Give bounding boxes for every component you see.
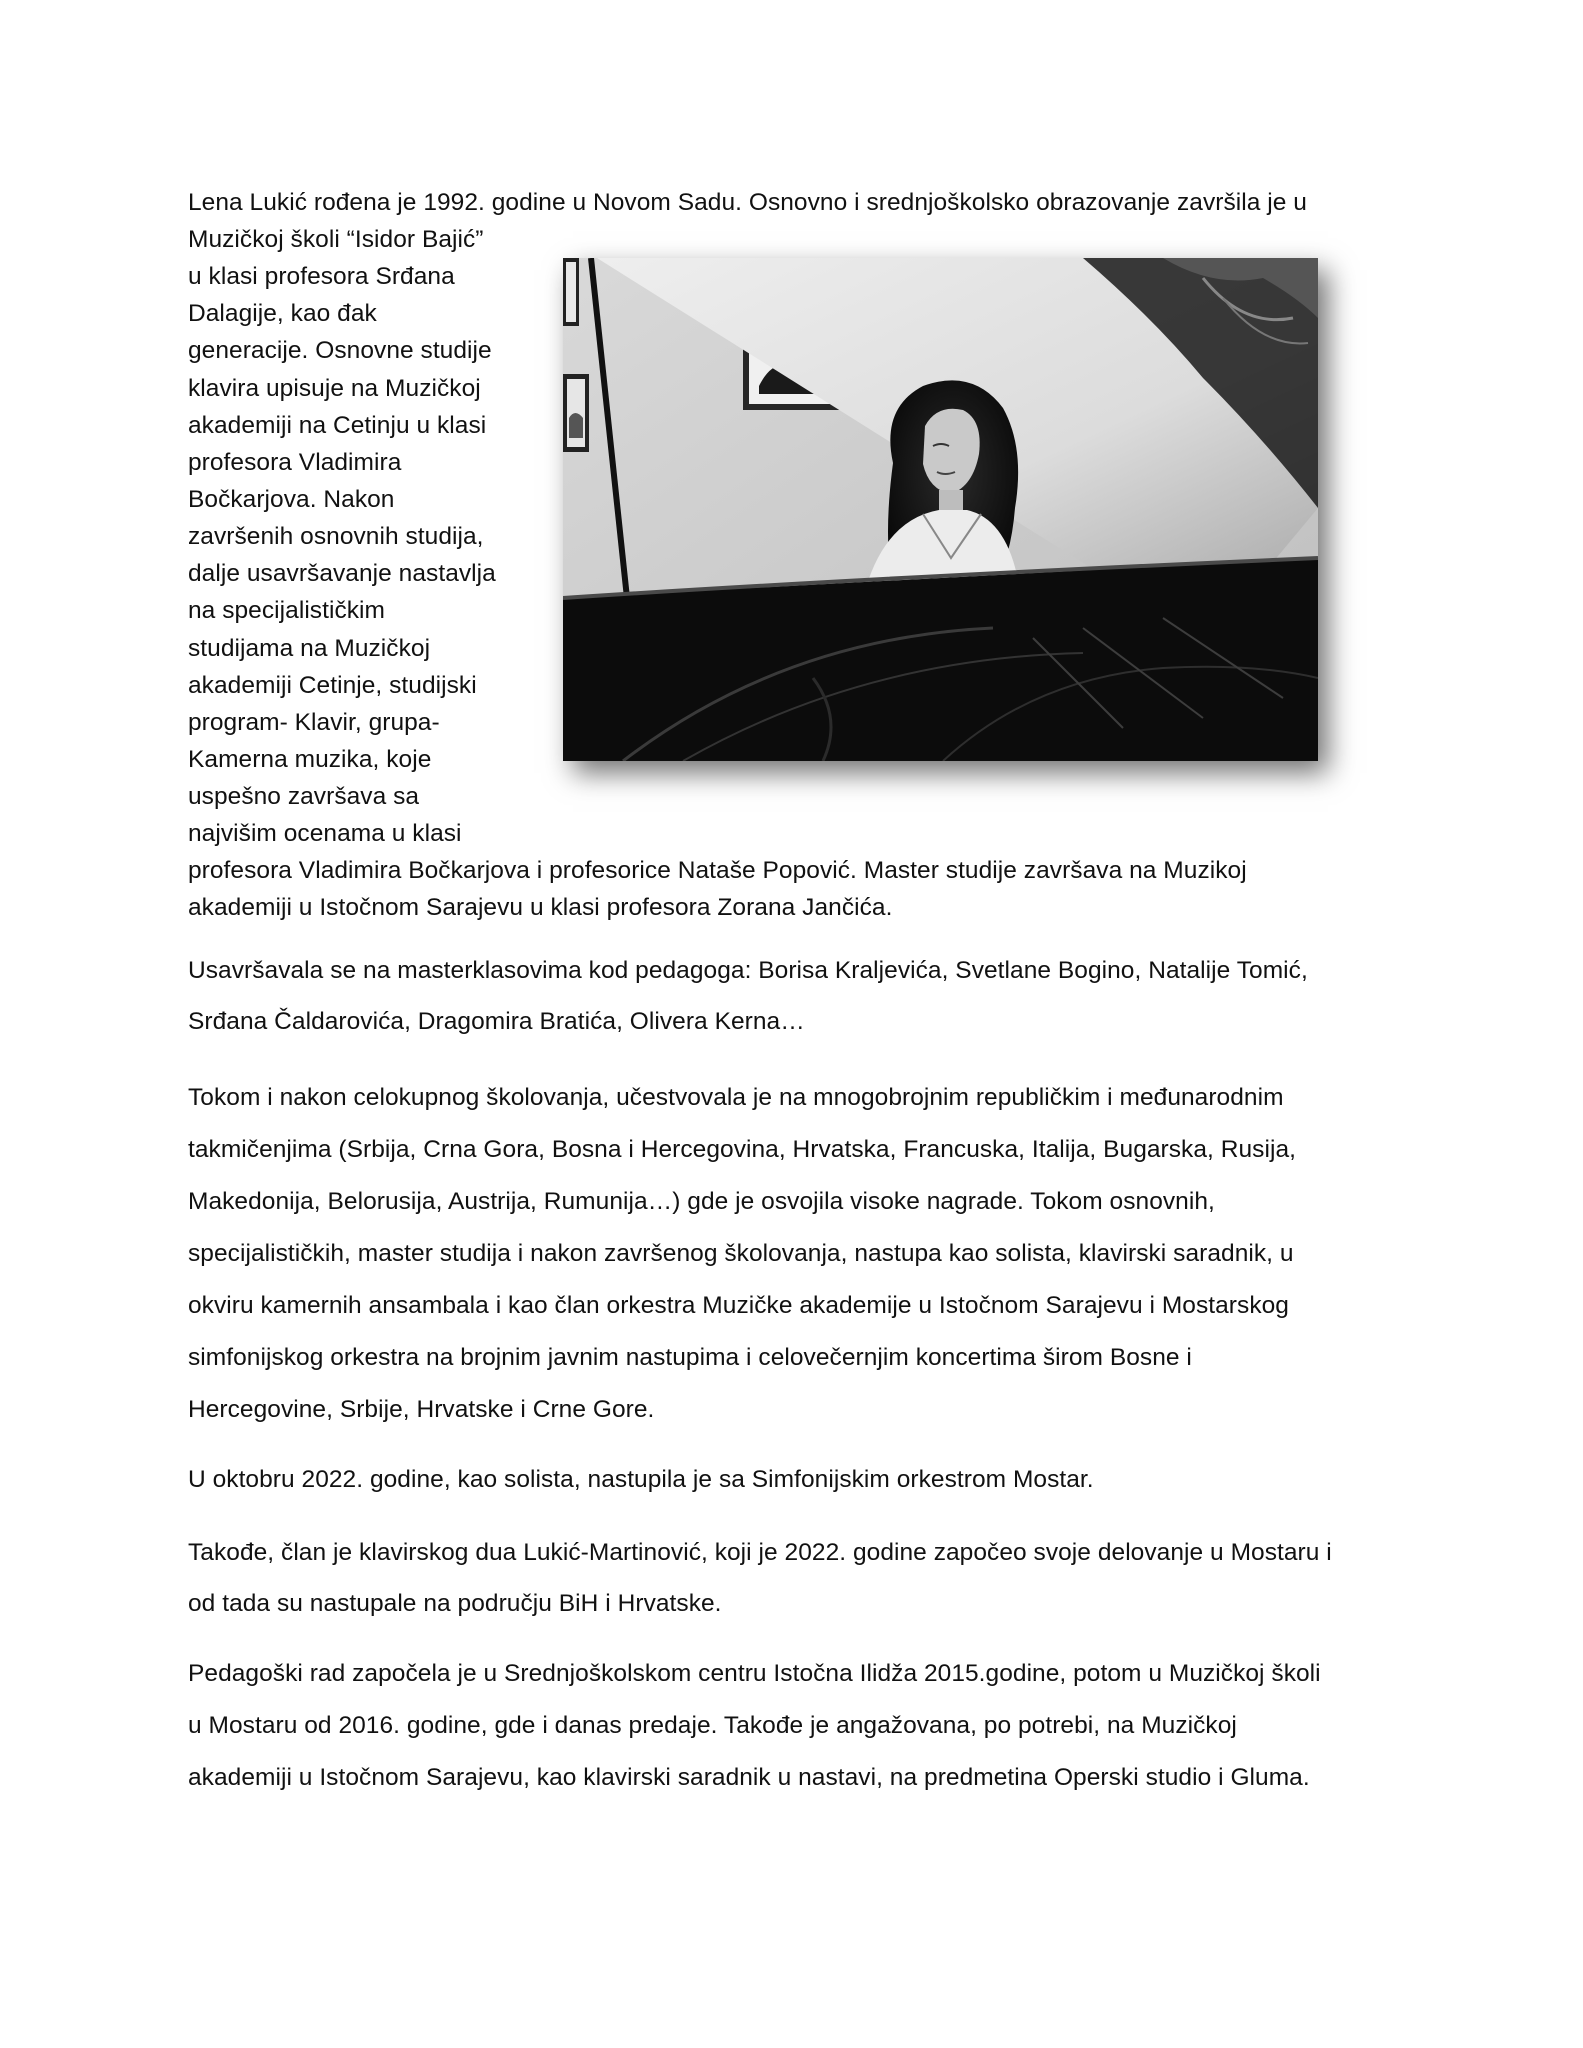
text-line: Srđana Čaldarovića, Dragomira Bratića, Olivera Kerna… — [188, 1008, 805, 1035]
pianist-photo-image — [563, 258, 1318, 761]
text-line: Pedagoški rad započela je u Srednjoškolskom centru Istočna Ilidža 2015.godine, potom u Muzičkoj školi — [188, 1660, 1321, 1687]
text-line: Lena Lukić rođena je 1992. godine u Novom Sadu. Osnovno i srednjoškolsko obrazovanje završila je u — [188, 189, 1307, 216]
text-line: U oktobru 2022. godine, kao solista, nastupila je sa Simfonijskim orkestrom Mostar. — [188, 1466, 1094, 1493]
text-line: Takođe, član je klavirskog dua Lukić-Martinović, koji je 2022. godine započeo svoje delovanje u Mostaru i — [188, 1539, 1332, 1566]
text-line: Hercegovine, Srbije, Hrvatske i Crne Gore. — [188, 1396, 655, 1423]
text-line: okviru kamernih ansambala i kao član orkestra Muzičke akademije u Istočnom Sarajevu i Mostarskog — [188, 1292, 1289, 1319]
text-line: Bočkarjova. Nakon — [188, 486, 395, 513]
text-line: Muzičkoj školi “Isidor Bajić” — [188, 226, 484, 253]
text-line: akademiji u Istočnom Sarajevu u klasi profesora Zorana Jančića. — [188, 894, 893, 921]
text-line: simfonijskog orkestra na brojnim javnim nastupima i celovečernjim koncertima širom Bosne i — [188, 1344, 1192, 1371]
text-line: profesora Vladimira Bočkarjova i profesorice Nataše Popović. Master studije završava na Muzikoj — [188, 857, 1247, 884]
text-line: klavira upisuje na Muzičkoj — [188, 375, 481, 402]
text-line: generacije. Osnovne studije — [188, 337, 492, 364]
text-line: studijama na Muzičkoj — [188, 635, 431, 662]
pianist-photo — [563, 258, 1318, 761]
text-line: Dalagije, kao đak — [188, 300, 377, 327]
text-line: najvišim ocenama u klasi — [188, 820, 462, 847]
text-line: od tada su nastupale na području BiH i Hrvatske. — [188, 1590, 722, 1617]
text-line: specijalističkih, master studija i nakon završenog školovanja, nastupa kao solista, klavirski saradnik, u — [188, 1240, 1294, 1267]
text-line: Makedonija, Belorusija, Austrija, Rumunija…) gde je osvojila visoke nagrade. Tokom osnovnih, — [188, 1188, 1215, 1215]
text-line: Usavršavala se na masterklasovima kod pedagoga: Borisa Kraljevića, Svetlane Bogino, Natalije Tomić, — [188, 957, 1308, 984]
text-line: profesora Vladimira — [188, 449, 402, 476]
text-line: Kamerna muzika, koje — [188, 746, 432, 773]
text-line: na specijalističkim — [188, 597, 386, 624]
text-line: akademiji u Istočnom Sarajevu, kao klavirski saradnik u nastavi, na predmetina Operski studio i Gluma. — [188, 1764, 1310, 1791]
text-line: dalje usavršavanje nastavlja — [188, 560, 496, 587]
text-line: u Mostaru od 2016. godine, gde i danas predaje. Takođe je angažovana, po potrebi, na Muzičkoj — [188, 1712, 1237, 1739]
text-line: u klasi profesora Srđana — [188, 263, 455, 290]
text-line: akademiji na Cetinju u klasi — [188, 412, 487, 439]
text-line: Tokom i nakon celokupnog školovanja, učestvovala je na mnogobrojnim republičkim i međunarodnim — [188, 1084, 1284, 1111]
text-line: takmičenjima (Srbija, Crna Gora, Bosna i Hercegovina, Hrvatska, Francuska, Italija, Bugarska, Rusija, — [188, 1136, 1296, 1163]
text-line: akademiji Cetinje, studijski — [188, 672, 477, 699]
text-line: završenih osnovnih studija, — [188, 523, 484, 550]
text-line: program- Klavir, grupa- — [188, 709, 440, 736]
text-line: uspešno završava sa — [188, 783, 420, 810]
